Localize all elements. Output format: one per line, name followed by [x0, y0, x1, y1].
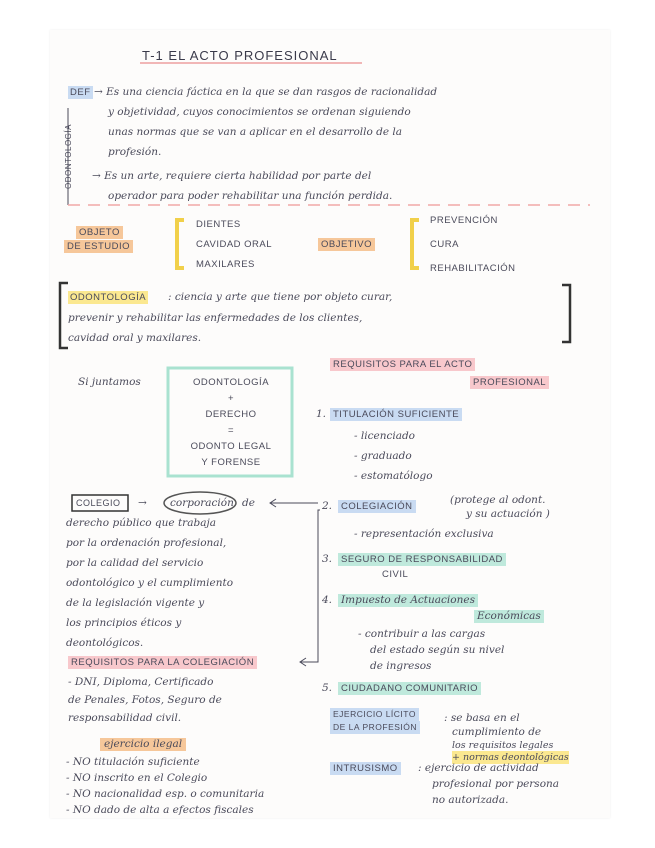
- juntamos-line: =: [227, 425, 235, 436]
- def-line-2: y objetividad, cuyos conocimientos se ordenan siguiendo: [108, 106, 411, 118]
- req-sub: de ingresos: [370, 660, 432, 672]
- objeto-item: CAVIDAD ORAL: [196, 239, 273, 250]
- ilegal-item: - NO nacionalidad esp. o comunitaria: [66, 788, 265, 800]
- req-note: (protege al odont.: [450, 494, 546, 506]
- intrusismo-line: : ejercicio de actividad: [418, 762, 539, 774]
- colegio-line: por la ordenación profesional,: [66, 537, 227, 549]
- ilegal-item: - NO titulación suficiente: [66, 756, 200, 768]
- colegio-term: COLEGIO: [76, 498, 121, 508]
- req-sub: - licenciado: [354, 430, 416, 442]
- juntamos-prefix: Si juntamos: [78, 376, 141, 388]
- colegio-corporacion: corporación: [170, 497, 234, 509]
- objeto-item: MAXILARES: [196, 259, 255, 270]
- def-line-3: unas normas que se van a aplicar en el desarrollo de la: [108, 126, 403, 138]
- licito-label-1: EJERCICIO LÍCITO: [330, 708, 419, 721]
- licito-line: + normas deontológicas: [452, 752, 569, 763]
- colegio-line: de: [242, 497, 255, 509]
- juntamos-line: ODONTO LEGAL: [190, 441, 272, 452]
- req-item-label: CIUDADANO COMUNITARIO: [338, 682, 481, 695]
- odonto-line-2: prevenir y rehabilitar las enfermedades de los clientes,: [68, 312, 363, 324]
- req-acto-title-2: PROFESIONAL: [470, 376, 549, 389]
- juntamos-line: ODONTOLOGÍA: [192, 377, 270, 388]
- ilegal-item: - NO dado de alta a efectos fiscales: [66, 804, 254, 816]
- req-acto-title-1: REQUISITOS PARA EL ACTO: [330, 358, 475, 371]
- colegio-line: deontológicos.: [66, 637, 144, 649]
- juntamos-line: Y FORENSE: [201, 457, 261, 468]
- objetivo-item: CURA: [430, 239, 459, 250]
- req-item-label-2: Económicas: [474, 610, 544, 623]
- objeto-label-2: DE ESTUDIO: [64, 240, 133, 253]
- colegio-line: por la calidad del servicio: [66, 557, 204, 569]
- intrusismo-label: INTRUSISMO: [330, 762, 401, 775]
- arte-line-2: operador para poder rehabilitar una función perdida.: [108, 190, 393, 202]
- req-coleg-title: REQUISITOS PARA LA COLEGIACIÓN: [68, 656, 257, 669]
- req-num: 2.: [322, 500, 333, 512]
- req-coleg-line: - DNI, Diploma, Certificado: [68, 676, 214, 688]
- page-title: T-1 EL ACTO PROFESIONAL: [142, 48, 338, 63]
- objeto-label-1: OBJETO: [76, 226, 123, 239]
- objeto-item: DIENTES: [196, 219, 241, 230]
- colegio-line: de la legislación vigente y: [66, 597, 205, 609]
- ilegal-item: - NO inscrito en el Colegio: [66, 772, 208, 784]
- req-item-label: Impuesto de Actuaciones: [338, 594, 478, 607]
- req-coleg-line: de Penales, Fotos, Seguro de: [68, 694, 222, 706]
- odonto-line-1: : ciencia y arte que tiene por objeto curar,: [168, 291, 393, 303]
- req-sub: - contribuir a las cargas: [358, 628, 486, 640]
- ilegal-title: ejercicio ilegal: [100, 738, 186, 751]
- req-item-label-2: CIVIL: [382, 569, 409, 580]
- req-num: 5.: [322, 682, 333, 694]
- req-sub: del estado según su nivel: [370, 644, 505, 656]
- odonto-line-3: cavidad oral y maxilares.: [68, 332, 202, 344]
- req-num: 3.: [322, 553, 333, 565]
- licito-line: los requisitos legales: [452, 740, 554, 751]
- licito-line: cumplimiento de: [452, 726, 542, 738]
- intrusismo-line: no autorizada.: [432, 794, 509, 806]
- objetivo-item: PREVENCIÓN: [430, 215, 498, 226]
- req-num: 4.: [322, 594, 333, 606]
- colegio-line: odontológico y el cumplimiento: [66, 577, 234, 589]
- req-note: y su actuación ): [466, 508, 550, 520]
- def-line-1: → Es una ciencia fáctica en la que se dan rasgos de racionalidad: [94, 86, 438, 98]
- colegio-line: derecho público que trabaja: [66, 517, 216, 529]
- side-label: ODONTOLOGÍA: [63, 124, 73, 189]
- def-line-4: profesión.: [108, 146, 162, 158]
- req-sub: - representación exclusiva: [354, 528, 494, 540]
- juntamos-line: +: [227, 393, 235, 404]
- licito-line: : se basa en el: [444, 712, 520, 724]
- colegio-arrow: →: [138, 497, 147, 509]
- juntamos-line: DERECHO: [205, 409, 257, 420]
- objetivo-item: REHABILITACIÓN: [430, 263, 516, 274]
- arte-line-1: → Es un arte, requiere cierta habilidad por parte del: [92, 170, 372, 182]
- req-item-label: SEGURO DE RESPONSABILIDAD: [338, 553, 506, 566]
- objetivo-label: OBJETIVO: [318, 238, 375, 251]
- def-tag: DEF: [70, 87, 91, 98]
- req-num: 1.: [316, 408, 327, 420]
- intrusismo-line: profesional por persona: [432, 778, 560, 790]
- req-item-label: COLEGIACIÓN: [338, 500, 416, 513]
- req-sub: - graduado: [354, 450, 412, 462]
- odonto-term: ODONTOLOGÍA: [70, 292, 147, 303]
- colegio-line: los principios éticos y: [66, 617, 182, 629]
- req-item-label: TITULACIÓN SUFICIENTE: [330, 408, 462, 421]
- licito-label-2: DE LA PROFESIÓN: [330, 721, 420, 734]
- req-sub: - estomatólogo: [354, 470, 433, 482]
- req-coleg-line: responsabilidad civil.: [68, 712, 182, 724]
